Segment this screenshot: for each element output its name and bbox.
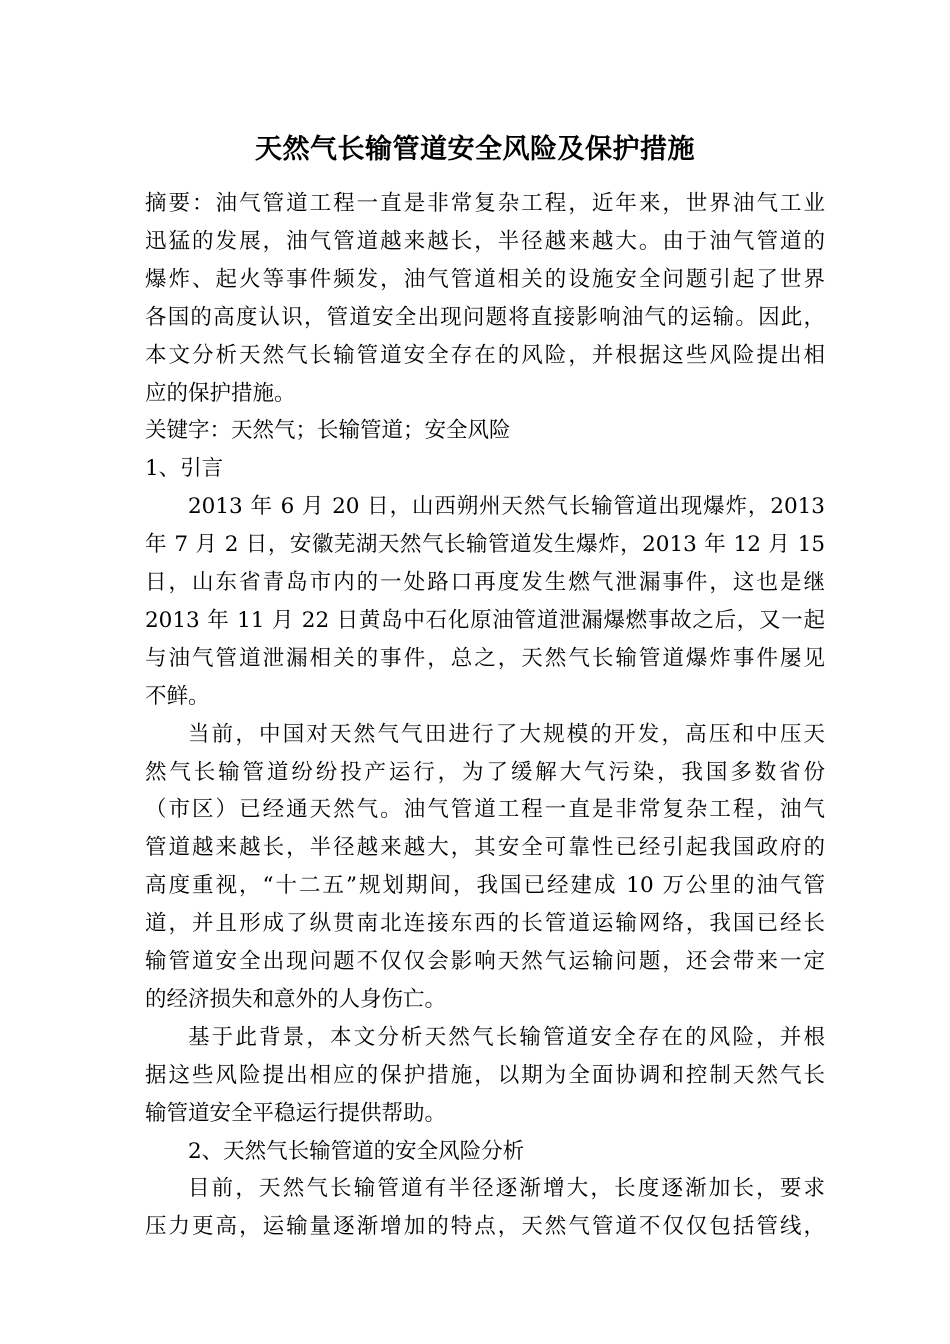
- body-line: 爆炸、起火等事件频发，油气管道相关的设施安全问题引起了世界: [145, 267, 825, 292]
- body-line: 各国的高度认识，管道安全出现问题将直接影响油气的运输。因此，: [145, 305, 825, 330]
- body-line: 然气长输管道纷纷投产运行，为了缓解大气污染，我国多数省份: [145, 760, 825, 785]
- body-line: 压力更高，运输量逐渐增加的特点，天然气管道不仅仅包括管线，: [145, 1214, 825, 1239]
- body-line: 基于此背景，本文分析天然气长输管道安全存在的风险，并根: [188, 1025, 825, 1050]
- body-line: 输管道安全出现问题不仅仅会影响天然气运输问题，还会带来一定: [145, 949, 825, 974]
- body-line: 高度重视，“十二五”规划期间，我国已经建成 10 万公里的油气管: [145, 873, 825, 898]
- body-line: 与油气管道泄漏相关的事件，总之，天然气长输管道爆炸事件屡见: [145, 646, 825, 671]
- body-line: 据这些风险提出相应的保护措施，以期为全面协调和控制天然气长: [145, 1063, 825, 1088]
- body-line: 不鲜。: [145, 684, 210, 709]
- body-line: 道，并且形成了纵贯南北连接东西的长管道运输网络，我国已经长: [145, 911, 825, 936]
- body-line: 迅猛的发展，油气管道越来越长，半径越来越大。由于油气管道的: [145, 229, 825, 254]
- body-line: （市区）已经通天然气。油气管道工程一直是非常复杂工程，油气: [145, 797, 825, 822]
- body-line: 1、引言: [145, 456, 224, 481]
- body-line: 管道越来越长，半径越来越大，其安全可靠性已经引起我国政府的: [145, 835, 825, 860]
- body-line: 应的保护措施。: [145, 381, 296, 406]
- document-title: 天然气长输管道安全风险及保护措施: [255, 134, 695, 165]
- body-line: 目前，天然气长输管道有半径逐渐增大，长度逐渐加长，要求: [188, 1176, 825, 1201]
- body-line: 输管道安全平稳运行提供帮助。: [145, 1101, 447, 1126]
- body-line: 年 7 月 2 日，安徽芜湖天然气长输管道发生爆炸，2013 年 12 月 15: [145, 532, 825, 557]
- body-line: 当前，中国对天然气气田进行了大规模的开发，高压和中压天: [188, 722, 825, 747]
- body-line: 摘要：油气管道工程一直是非常复杂工程，近年来，世界油气工业: [145, 191, 825, 216]
- body-line: 关键字：天然气；长输管道；安全风险: [145, 418, 511, 443]
- body-line: 2013 年 11 月 22 日黄岛中石化原油管道泄漏爆燃事故之后，又一起: [145, 608, 825, 633]
- body-line: 2、天然气长输管道的安全风险分析: [188, 1139, 525, 1164]
- body-line: 本文分析天然气长输管道安全存在的风险，并根据这些风险提出相: [145, 343, 825, 368]
- body-line: 日，山东省青岛市内的一处路口再度发生燃气泄漏事件，这也是继: [145, 570, 825, 595]
- body-line: 2013 年 6 月 20 日，山西朔州天然气长输管道出现爆炸，2013: [188, 494, 825, 519]
- body-line: 的经济损失和意外的人身伤亡。: [145, 987, 447, 1012]
